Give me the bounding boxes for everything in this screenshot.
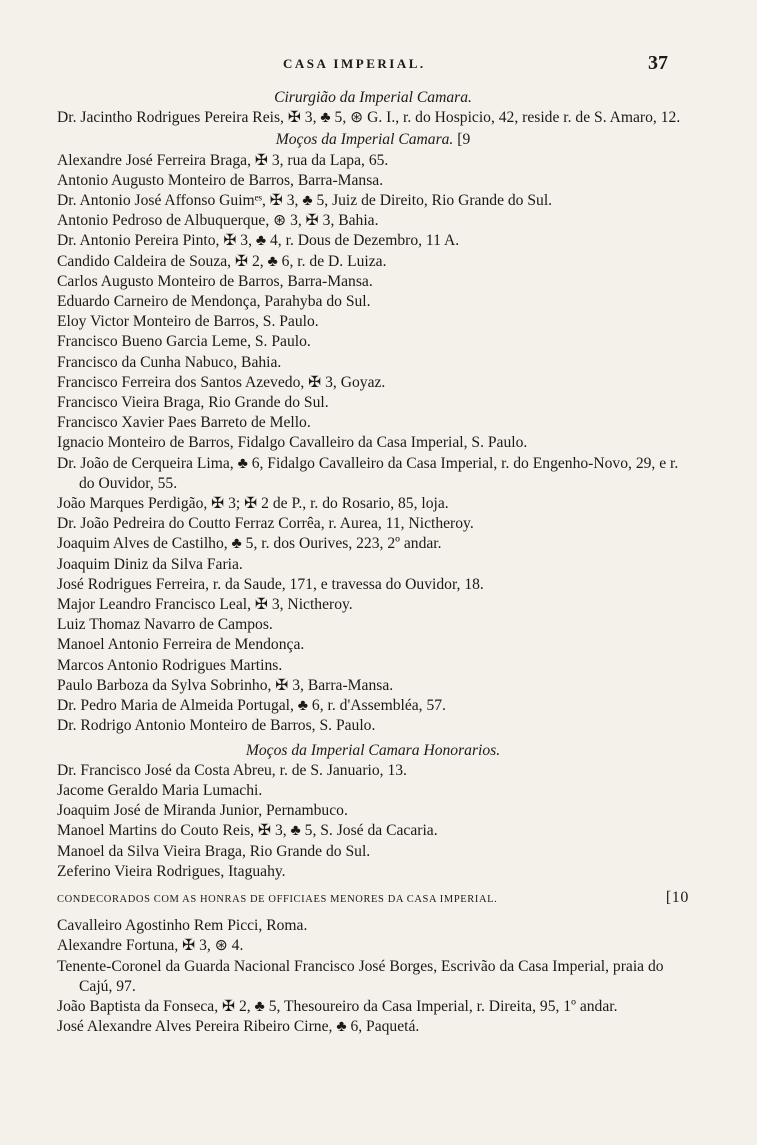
page-content [57,88,689,1037]
section-heading [57,130,689,150]
list-entry: Joaquim Diniz da Silva Faria. [57,555,243,573]
list-entry: Alexandre José Ferreira Braga, ✠ 3, rua da Lapa, 65. [57,151,389,169]
list-entry: Joaquim José de Miranda Junior, Pernambuco. [57,802,348,820]
list-entry: Dr. Rodrigo Antonio Monteiro de Barros, S. Paulo. [57,717,376,735]
list-entry: Ignacio Monteiro de Barros, Fidalgo Cavalleiro da Casa Imperial, S. Paulo. [57,434,528,452]
list-entry: João Baptista da Fonseca, ✠ 2, ♣ 5, Thesoureiro da Casa Imperial, r. Direita, 95, 1º andar. [57,997,618,1015]
list-entry: Marcos Antonio Rodrigues Martins. [57,656,283,674]
list-entry: Dr. Antonio José Affonso Guimᵉˢ, ✠ 3, ♣ 5, Juiz de Direito, Rio Grande do Sul. [57,192,553,210]
list-entry: José Rodrigues Ferreira, r. da Saude, 171, e travessa do Ouvidor, 18. [57,575,484,593]
list-entry: Manoel Antonio Ferreira de Mendonça. [57,636,305,654]
list-entry: Antonio Pedroso de Albuquerque, ⊛ 3, ✠ 3, Bahia. [57,212,379,230]
page-header [0,52,757,76]
list-entry: Francisco Vieira Braga, Rio Grande do Sul. [57,394,329,412]
list-entry: José Alexandre Alves Pereira Ribeiro Cirne, ♣ 6, Paquetá. [57,1018,420,1036]
list-entry: Eloy Victor Monteiro de Barros, S. Paulo. [57,313,319,331]
list-entry: Carlos Augusto Monteiro de Barros, Barra-Mansa. [57,272,373,290]
list-entry: Dr. Francisco José da Costa Abreu, r. de S. Januario, 13. [57,761,407,779]
section-heading-text: Moços da Imperial Camara. [275,131,454,149]
list-entry: Tenente-Coronel da Guarda Nacional Francisco José Borges, Escrivão da Casa Imperial, praia do Cajú, 97. [57,957,664,995]
list-entry: Eduardo Carneiro de Mendonça, Parahyba do Sul. [57,293,371,311]
list-entry: Luiz Thomaz Navarro de Campos. [57,616,273,634]
list-entry: Cavalleiro Agostinho Rem Picci, Roma. [57,917,308,935]
decorated-ref: [10 [665,888,689,906]
decorated-heading-text: CONDECORADOS COM AS HONRAS DE OFFICIAES MENORES DA CASA IMPERIAL. [57,893,498,905]
list-entry: Candido Caldeira de Souza, ✠ 2, ♣ 6, r. de D. Luiza. [57,252,387,270]
decorated-heading [57,888,689,910]
list-entry: João Marques Perdigão, ✠ 3; ✠ 2 de P., r. do Rosario, 85, loja. [57,495,449,513]
list-entry: Francisco Bueno Garcia Leme, S. Paulo. [57,333,311,351]
list-entry: Manoel Martins do Couto Reis, ✠ 3, ♣ 5, S. José da Cacaria. [57,822,438,840]
list-entry: Dr. João Pedreira do Coutto Ferraz Corrêa, r. Aurea, 11, Nictheroy. [57,515,474,533]
list-entry: Dr. Jacintho Rodrigues Pereira Reis, ✠ 3, ♣ 5, ⊛ G. I., r. do Hospicio, 42, reside r. de S. Amaro, 12. [57,109,681,127]
list-entry: Antonio Augusto Monteiro de Barros, Barra-Mansa. [57,171,384,189]
list-entry: Dr. Antonio Pereira Pinto, ✠ 3, ♣ 4, r. Dous de Dezembro, 11 A. [57,232,460,250]
list-entry: Major Leandro Francisco Leal, ✠ 3, Nictheroy. [57,596,353,614]
list-entry: Jacome Geraldo Maria Lumachi. [57,781,263,799]
list-entry: Manoel da Silva Vieira Braga, Rio Grande do Sul. [57,842,371,860]
list-entry: Dr. Pedro Maria de Almeida Portugal, ♣ 6, r. d'Assembléa, 57. [57,697,446,715]
list-entry: Zeferino Vieira Rodrigues, Itaguahy. [57,862,286,880]
section-heading-text: Moços da Imperial Camara Honorarios. [245,741,501,759]
section-heading [57,88,689,108]
list-entry: Joaquim Alves de Castilho, ♣ 5, r. dos Ourives, 223, 2º andar. [57,535,442,553]
section-ref: [9 [457,131,471,149]
list-entry: Paulo Barboza da Sylva Sobrinho, ✠ 3, Barra-Mansa. [57,676,394,694]
section-heading-text: Cirurgião da Imperial Camara. [274,89,472,106]
list-entry: Dr. João de Cerqueira Lima, ♣ 6, Fidalgo Cavalleiro da Casa Imperial, r. do Engenho-Novo, 29, e r. do Ouvidor, 55. [57,454,679,492]
list-entry: Alexandre Fortuna, ✠ 3, ⊛ 4. [57,937,244,955]
list-entry: Francisco da Cunha Nabuco, Bahia. [57,353,282,371]
list-entry: Francisco Ferreira dos Santos Azevedo, ✠ 3, Goyaz. [57,373,386,391]
list-entry: Francisco Xavier Paes Barreto de Mello. [57,414,311,432]
page-number: 37 [648,52,668,74]
section-heading [57,741,689,761]
running-title: CASA IMPERIAL. [283,56,426,71]
